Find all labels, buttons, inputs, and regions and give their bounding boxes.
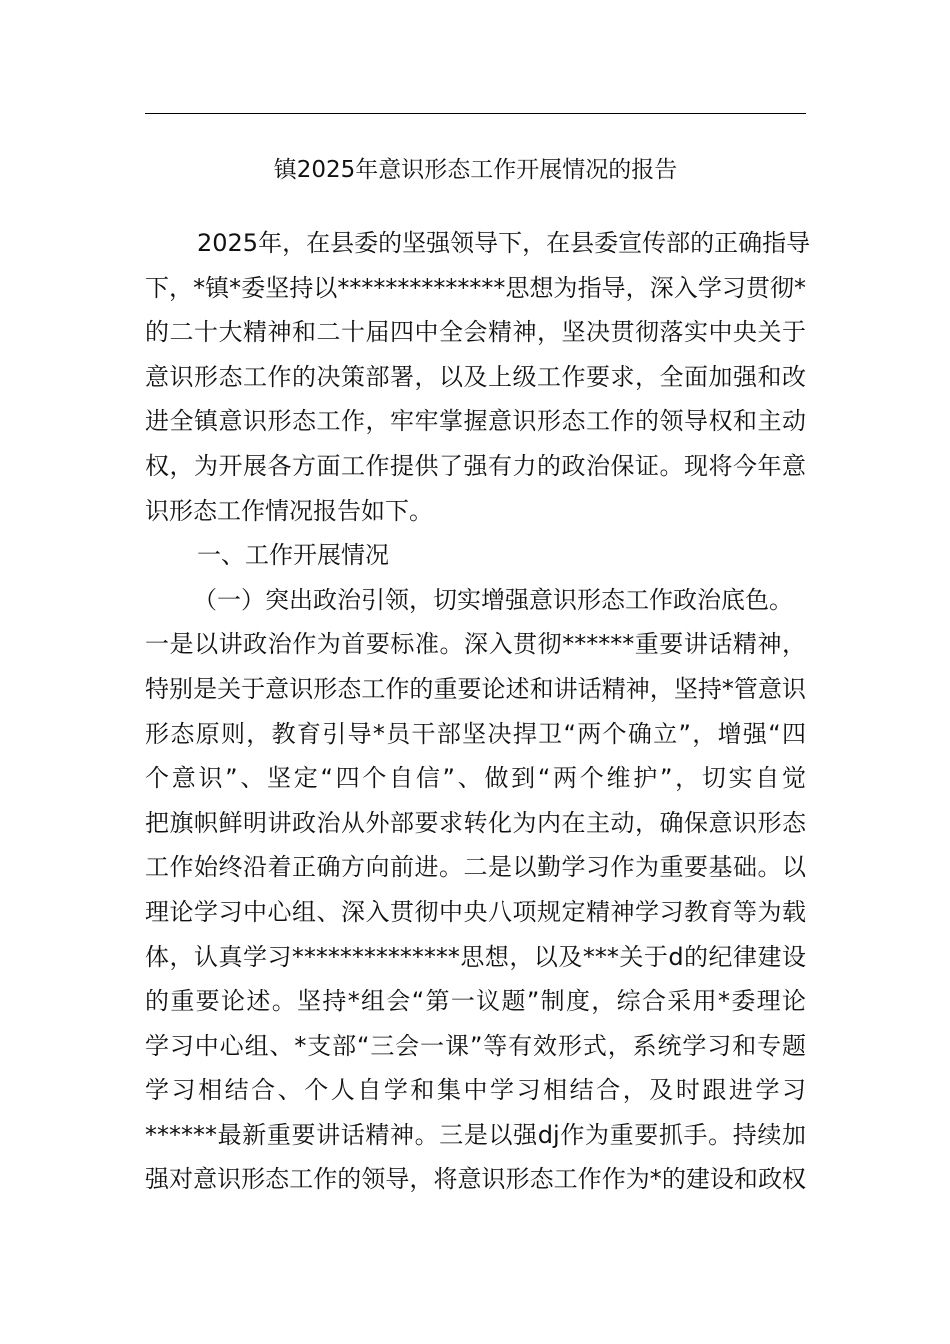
paragraph-line: 意识形态工作的决策部署，以及上级工作要求，全面加强和改 — [145, 362, 806, 391]
paragraph-line: 个意识”、坚定“四个自信”、做到“两个维护”，切实自觉 — [145, 764, 806, 793]
paragraph-line: 学习相结合、个人自学和集中学习相结合，及时跟进学习 — [145, 1076, 806, 1105]
paragraph-line: 的二十大精神和二十届四中全会精神，坚决贯彻落实中央关于 — [145, 318, 806, 347]
paragraph-line: 学习中心组、*支部“三会一课”等有效形式，系统学习和专题 — [145, 1031, 806, 1060]
document-body — [145, 221, 811, 1202]
paragraph-line: 一是以讲政治作为首要标准。深入贯彻******重要讲话精神， — [145, 630, 806, 659]
paragraph-line: 工作始终沿着正确方向前进。二是以勤学习作为重要基础。以 — [145, 853, 806, 882]
paragraph-line: 特别是关于意识形态工作的重要论述和讲话精神，坚持*管意识 — [145, 674, 806, 703]
paragraph-line: 识形态工作情况报告如下。 — [145, 496, 433, 525]
paragraph-line: 下，*镇*委坚持以**************思想为指导，深入学习贯彻* — [145, 273, 806, 302]
paragraph-line: 进全镇意识形态工作，牢牢掌握意识形态工作的领导权和主动 — [145, 407, 806, 436]
paragraph-line: 2025年，在县委的坚强领导下，在县委宣传部的正确指导 — [197, 229, 811, 257]
paragraph-line: 权，为开展各方面工作提供了强有力的政治保证。现将今年意 — [145, 451, 806, 480]
header-rule — [145, 113, 806, 114]
section-heading: 一、工作开展情况 — [197, 541, 389, 570]
paragraph-line: 形态原则，教育引导*员干部坚决捍卫“两个确立”，增强“四 — [145, 719, 806, 748]
document-title: 镇2025年意识形态工作开展情况的报告 — [273, 157, 678, 183]
paragraph-line: ******最新重要讲话精神。三是以强dj作为重要抓手。持续加 — [145, 1120, 806, 1149]
paragraph-line: 把旗帜鲜明讲政治从外部要求转化为内在主动，确保意识形态 — [145, 808, 806, 837]
paragraph-line: 的重要论述。坚持*组会“第一议题”制度，综合采用*委理论 — [145, 987, 806, 1016]
paragraph-line: 体，认真学习**************思想，以及***关于d的纪律建设 — [145, 942, 806, 971]
subsection-heading: （一）突出政治引领，切实增强意识形态工作政治底色。 — [193, 585, 793, 614]
paragraph-line: 理论学习中心组、深入贯彻中央八项规定精神学习教育等为载 — [145, 897, 806, 926]
paragraph-line: 强对意识形态工作的领导，将意识形态工作作为*的建设和政权 — [145, 1165, 806, 1194]
